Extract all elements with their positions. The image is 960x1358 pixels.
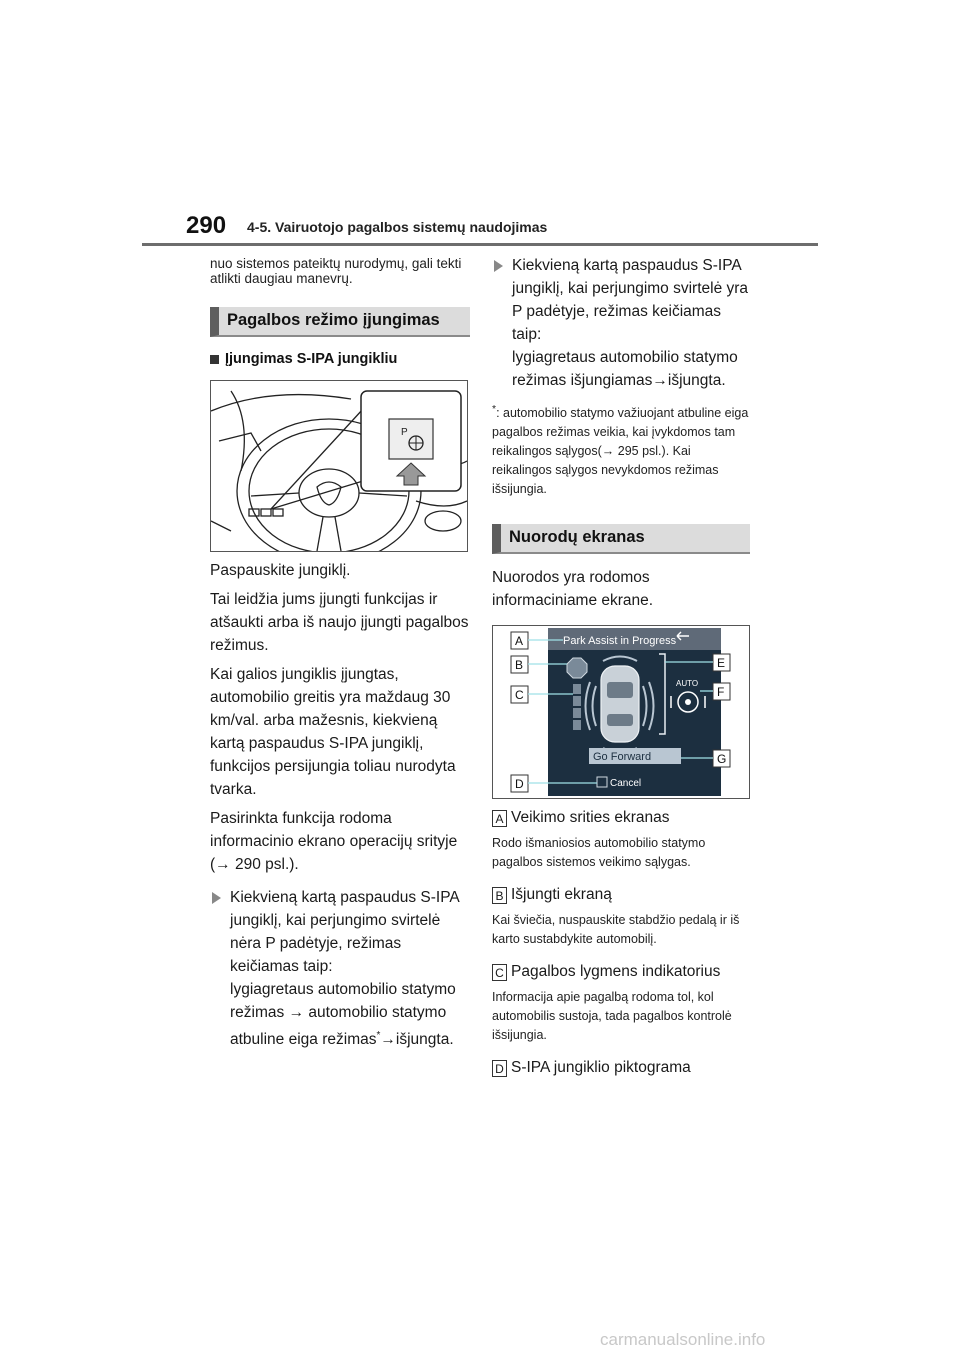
dashboard-illustration [210, 380, 468, 552]
label-a: A [515, 634, 524, 649]
label-c: C [515, 688, 524, 703]
legend-desc-c: Informacija apie pagalbą rodoma tol, kol automobilis sustoja, tada pagalbos kontrolė išsijungia. [492, 990, 732, 1043]
footnote-text: : automobilio statymo važiuojant atbuline eiga pagalbos režimas veikia, kai įvykdomos tam reikalingos sąlygos(→ 295 psl.). Kai reikalingos sąlygos nevykdomos režimas išsijungia. [492, 406, 749, 497]
legend-desc-b: Kai šviečia, nuspauskite stabdžio pedalą ir iš karto sustabdykite automobilį. [492, 913, 740, 947]
legend-label-c: C [492, 964, 507, 981]
guidance-screen-illustration [492, 625, 750, 799]
legend-title-a: Veikimo srities ekranas [511, 809, 670, 827]
watermark: carmanualsonline.info [600, 1330, 766, 1349]
page-number: 290 [186, 212, 227, 239]
legend-desc-a: Rodo išmaniosios automobilio statymo pagalbos sistemos veikimo sąlygas. [492, 836, 706, 870]
footnote-mark: * [492, 404, 497, 415]
paragraph-switch-order: Kai galios jungiklis įjungtas, automobilio greitis yra maždaug 30 km/val. arba mažesnis, kiekvieną kartą paspaudus S-IPA jungiklį, funkcijos persijungia toliau nurodyta tvarka. [210, 666, 456, 798]
footnote [492, 400, 752, 499]
square-bullet-icon [210, 355, 219, 364]
legend-label-d: D [492, 1060, 507, 1077]
legend-title-d: S-IPA jungiklio piktograma [511, 1059, 691, 1077]
auto-text: AUTO [676, 679, 699, 689]
go-forward-text: Go Forward [593, 751, 652, 764]
bullet-line1: Kiekvieną kartą paspaudus S-IPA jungiklį, kai perjungimo svirtelė nėra P padėtyje, režimas keičiamas taip: [230, 889, 459, 975]
legend-item-c [492, 961, 752, 983]
screen-header-text: Park Assist in Progress [563, 635, 677, 648]
legend-item-a [492, 807, 752, 829]
chapter-title: 4-5. Vairuotojo pagalbos sistemų naudojimas [247, 219, 548, 235]
intro-text: nuo sistemos pateiktų nurodymų, gali tekti atlikti daugiau manevrų. [210, 256, 462, 286]
legend-list [492, 807, 752, 1079]
label-d: D [515, 777, 524, 792]
legend-title-c: Pagalbos lygmens indikatorius [511, 963, 721, 981]
subheading-text: Įjungimas S-IPA jungikliu [225, 351, 398, 367]
left-column [210, 256, 470, 1051]
section-title-guidance-screen: Nuorodų ekranas [492, 524, 750, 554]
label-f: F [717, 685, 725, 700]
bullet-line2b: →išjungta. [380, 1031, 454, 1049]
label-e: E [717, 656, 726, 671]
bullet-line2a: lygiagretaus automobilio statymo režimas → automobilio statymo atbuline eiga režimas [230, 981, 456, 1049]
legend-title-b: Išjungti ekraną [511, 886, 612, 904]
footnote-sup: * [376, 1030, 381, 1041]
guidance-screen [493, 626, 749, 798]
bullet-p-position [492, 254, 752, 392]
paragraph-enable-functions: Tai leidžia jums įjungti funkcijas ir atšaukti arba iš naujo įjungti pagalbos režimus. [210, 591, 469, 654]
legend-label-a: A [492, 810, 507, 827]
cancel-text: Cancel [610, 778, 642, 790]
paragraph-guidance-shown: Nuorodos yra rodomos informaciniame ekrane. [492, 569, 654, 610]
steering-wheel-icon [211, 381, 467, 551]
label-g: G [717, 752, 727, 767]
bullet2-line2: lygiagretaus automobilio statymo režimas išjungiamas→išjungta. [512, 349, 738, 389]
legend-label-b: B [492, 887, 507, 904]
bullet2-line1: Kiekvieną kartą paspaudus S-IPA jungiklį, kai perjungimo svirtelė yra P padėtyje, režimas keičiamas taip: [512, 257, 749, 343]
paragraph-press-switch: Paspauskite jungiklį. [210, 562, 351, 579]
legend-item-d [492, 1057, 752, 1079]
right-column [492, 254, 752, 1079]
switch-glyph: P [401, 427, 408, 438]
subheading-sipa-switch [210, 351, 470, 367]
paragraph-selected-function: Pasirinkta funkcija rodoma informacinio ekrano operacijų srityje (→ 290 psl.). [210, 810, 458, 873]
bullet-not-p-position [210, 886, 470, 1051]
legend-item-b [492, 884, 752, 906]
label-b: B [515, 658, 524, 673]
triangle-bullet-icon [494, 260, 503, 272]
triangle-bullet-icon [212, 892, 221, 904]
header-rule [142, 243, 818, 246]
section-title-assist-mode: Pagalbos režimo įjungimas [210, 307, 470, 337]
